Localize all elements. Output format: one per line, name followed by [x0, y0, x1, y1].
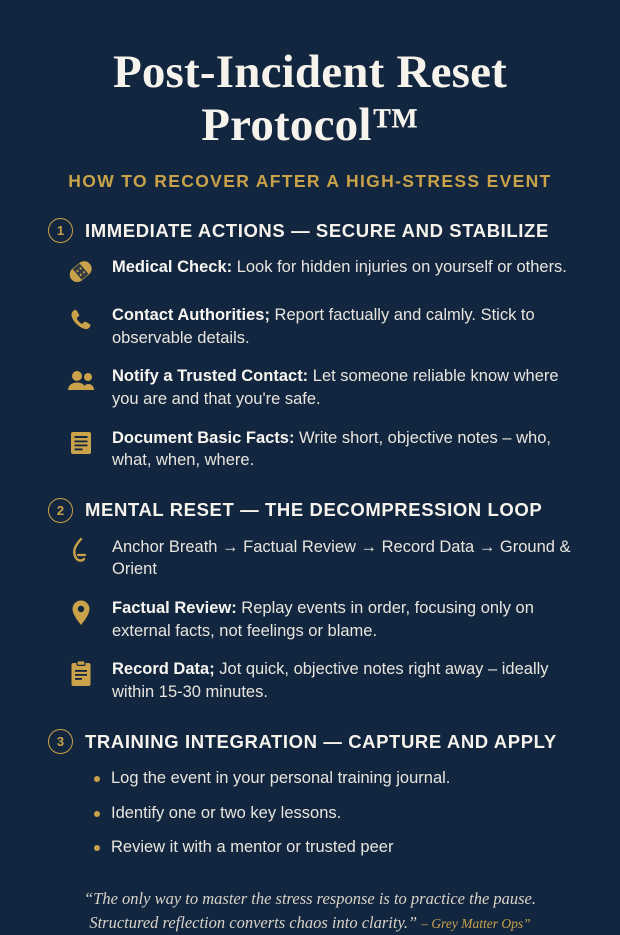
clipboard-icon	[64, 658, 98, 690]
list-item-lead: Factual Review:	[112, 599, 237, 617]
list-item-lead: Anchor Breath → Factual Review → Record Data →	[112, 537, 496, 556]
list-item-text	[112, 535, 580, 581]
quote-line-2	[52, 911, 568, 935]
page-title: Post-Incident Reset Protocol™	[112, 46, 508, 151]
list-item	[34, 364, 586, 410]
section-number-badge: 2	[48, 498, 73, 523]
location-pin-icon	[64, 597, 98, 629]
list-item	[94, 837, 586, 858]
bullet-text: Review it with a mentor or trusted peer	[111, 838, 394, 857]
list-item	[34, 535, 586, 581]
list-item-lead: Contact Authorities;	[112, 306, 270, 325]
section-title: IMMEDIATE ACTIONS — SECURE AND STABILIZE	[85, 219, 549, 241]
bullet-text: Log the event in your personal training journal.	[111, 769, 451, 788]
list-item	[34, 596, 586, 642]
list-item-lead: Medical Check:	[112, 258, 233, 277]
footer-quote	[34, 887, 586, 935]
bullet-text: Identify one or two key lessons.	[111, 803, 342, 822]
section-number-badge: 1	[48, 218, 73, 243]
list-item-lead: Document Basic Facts:	[112, 428, 295, 447]
list-item-body: Look for hidden injuries on yourself or others.	[232, 258, 567, 277]
list-item	[34, 255, 586, 288]
list-item	[34, 426, 586, 472]
people-icon	[64, 365, 98, 397]
section-items	[34, 535, 586, 704]
list-item-text	[112, 255, 567, 279]
section-header	[34, 498, 586, 523]
bullet-dot-icon	[94, 845, 100, 851]
quote-line-1: “The only way to master the stress response is to practice the pause.	[83, 888, 537, 908]
section-header	[34, 218, 586, 243]
list-item-body: Replay events in order, focusing only on external facts, not feelings or blame.	[112, 599, 534, 640]
document-icon	[64, 427, 98, 459]
quote-line-2-text: Structured reflection converts chaos into clarity.”	[89, 912, 418, 932]
page-subtitle: HOW TO RECOVER AFTER A HIGH-STRESS EVENT	[68, 171, 552, 192]
phone-icon	[64, 304, 98, 336]
list-item-lead: Record Data;	[112, 660, 215, 679]
list-item-lead: Notify a Trusted Contact:	[112, 367, 309, 386]
section-number-badge: 3	[48, 729, 73, 754]
list-item-body: Report factually and calmly. Stick to observable details.	[112, 306, 535, 347]
list-item-text	[112, 303, 580, 349]
list-item-body: Jot quick, objective notes right away – ideally within 15-30 minutes.	[112, 660, 549, 701]
list-item	[94, 803, 586, 824]
section-header	[34, 729, 586, 754]
section-training-integration	[34, 729, 586, 858]
section-title: MENTAL RESET — THE DECOMPRESSION LOOP	[85, 499, 543, 521]
quote-attribution: – Grey Matter Ops”	[421, 915, 531, 931]
list-item-body: Write short, objective notes – who, what, when, where.	[112, 428, 551, 470]
bullet-dot-icon	[94, 776, 100, 782]
list-item	[34, 657, 586, 703]
bandage-icon	[64, 256, 98, 288]
section-bullets	[34, 768, 586, 858]
section-title: TRAINING INTEGRATION — CAPTURE AND APPLY	[85, 730, 557, 752]
list-item-text	[112, 657, 580, 703]
section-items	[34, 255, 586, 472]
list-item-text	[112, 426, 580, 472]
list-item	[34, 303, 586, 349]
list-item-text	[112, 596, 580, 642]
list-item-body: Let someone reliable know where you are and that you're safe.	[112, 367, 559, 409]
section-immediate-actions	[34, 218, 586, 472]
list-item	[94, 768, 586, 789]
list-item-body: Ground & Orient	[112, 537, 571, 579]
breath-loop-icon	[64, 536, 98, 568]
bullet-dot-icon	[94, 811, 100, 817]
section-mental-reset	[34, 498, 586, 704]
list-item-text	[112, 364, 580, 410]
